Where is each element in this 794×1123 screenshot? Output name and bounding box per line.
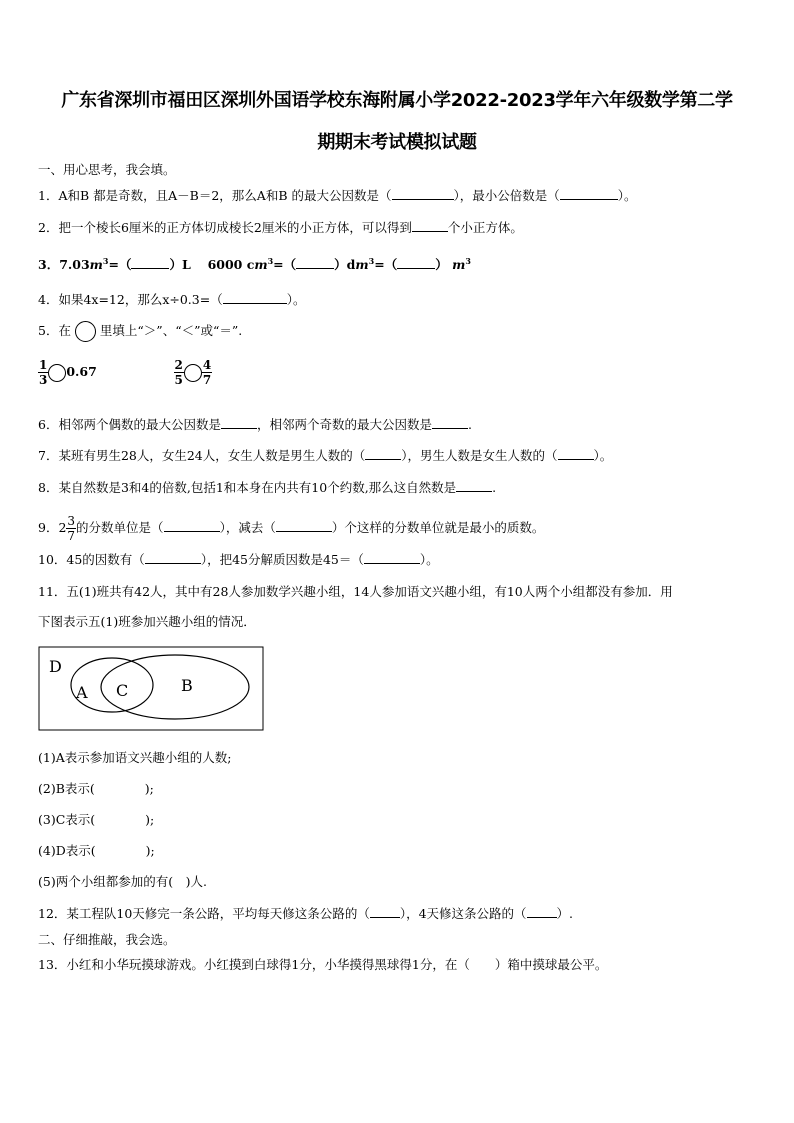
section-2-heading: 二、仔细推敲，我会选。: [38, 932, 176, 947]
answer-blank[interactable]: [164, 519, 220, 532]
answer-blank[interactable]: [364, 551, 420, 564]
fraction: $\frac{4}{7}$: [202, 358, 212, 387]
answer-blank[interactable]: [560, 187, 618, 200]
question-11-line-2: 下图表示五(1)班参加兴趣小组的情况．: [38, 614, 256, 629]
answer-blank[interactable]: [456, 479, 492, 492]
question-11-item-2: (2)B表示( );: [38, 781, 154, 796]
venn-label-c: C: [116, 681, 129, 700]
question-6: 6．相邻两个偶数的最大公因数是 ，相邻两个奇数的最大公因数是 .: [38, 417, 472, 432]
answer-blank[interactable]: [365, 447, 401, 460]
answer-blank[interactable]: [558, 447, 594, 460]
compare-circle-icon[interactable]: [184, 364, 202, 382]
question-11-item-4: (4)D表示( );: [38, 843, 155, 858]
venn-label-a: A: [76, 683, 88, 702]
answer-blank[interactable]: [221, 416, 257, 429]
fraction: $\frac{3}{7}$: [67, 514, 76, 543]
answer-blank[interactable]: [145, 551, 201, 564]
venn-diagram: [38, 646, 266, 732]
question-5: 5．在 里填上“＞”、“＜”或“＝”.: [38, 321, 242, 342]
question-5-expressions: $\frac{1}{3}$ 0.67 $\frac{2}{5}$ $\frac{4}{7}$: [39, 358, 212, 387]
question-10: 10．45的因数有（ ），把45分解质因数是45＝（ ）。: [38, 552, 439, 567]
venn-label-b: B: [181, 676, 193, 695]
answer-blank[interactable]: [392, 187, 454, 200]
answer-blank[interactable]: [131, 256, 169, 269]
fraction: $\frac{2}{5}$: [174, 358, 183, 387]
answer-blank[interactable]: [432, 416, 468, 429]
section-1-heading: 一、用心思考，我会填。: [38, 162, 176, 177]
question-11-item-3: (3)C表示( );: [38, 812, 155, 827]
question-11-line-1: 11．五(1)班共有42人，其中有28人参加数学兴趣小组，14人参加语文兴趣小组，有10人两个小组都没有参加．用: [38, 584, 673, 599]
compare-circle-icon: [75, 321, 96, 342]
compare-circle-icon[interactable]: [48, 364, 66, 382]
answer-blank[interactable]: [397, 256, 435, 269]
answer-blank[interactable]: [527, 905, 557, 918]
answer-blank[interactable]: [276, 519, 332, 532]
question-7: 7．某班有男生28人，女生24人，女生人数是男生人数的（ ），男生人数是女生人数的（ ）。: [38, 448, 613, 463]
question-4: 4．如果4x=12，那么x÷0.3=（ ）。: [38, 292, 306, 307]
question-11-item-5: (5)两个小组都参加的有( )人.: [38, 874, 207, 889]
question-12: 12．某工程队10天修完一条公路，平均每天修这条公路的（ ），4天修这条公路的（ ）.: [38, 906, 574, 921]
answer-blank[interactable]: [223, 291, 287, 304]
question-8: 8．某自然数是3和4的倍数,包括1和本身在内共有10个约数,那么这自然数是 .: [38, 480, 497, 495]
question-9: 9．2 $\frac{3}{7}$ 的分数单位是（ ），减去（ ）个这样的分数单位就是最小的质数。: [38, 514, 545, 543]
question-3: 3．$7.03m^3=$（ ）L 6000 $cm^3=$（ ）$dm^3=$（ ） $m^3$: [38, 256, 471, 272]
question-1: 1．A和B 都是奇数，且A－B＝2，那么A和B 的最大公因数是（ ），最小公倍数是（ ）。: [38, 188, 637, 203]
answer-blank[interactable]: [370, 905, 400, 918]
fraction: $\frac{1}{3}$: [39, 358, 48, 387]
question-11-item-1: (1)A表示参加语文兴趣小组的人数;: [38, 750, 232, 765]
question-2: 2．把一个棱长6厘米的正方体切成棱长2厘米的小正方体，可以得到 个小正方体。: [38, 220, 523, 235]
answer-blank[interactable]: [296, 256, 334, 269]
question-13: 13．小红和小华玩摸球游戏。小红摸到白球得1分，小华摸得黑球得1分，在（ ）箱中摸球最公平。: [38, 957, 608, 972]
document-title-line-2: 期期末考试模拟试题: [317, 132, 477, 153]
venn-label-d: D: [49, 657, 62, 676]
document-title-line-1: 广东省深圳市福田区深圳外国语学校东海附属小学2022-2023学年六年级数学第二学: [61, 90, 733, 111]
answer-blank[interactable]: [412, 219, 448, 232]
